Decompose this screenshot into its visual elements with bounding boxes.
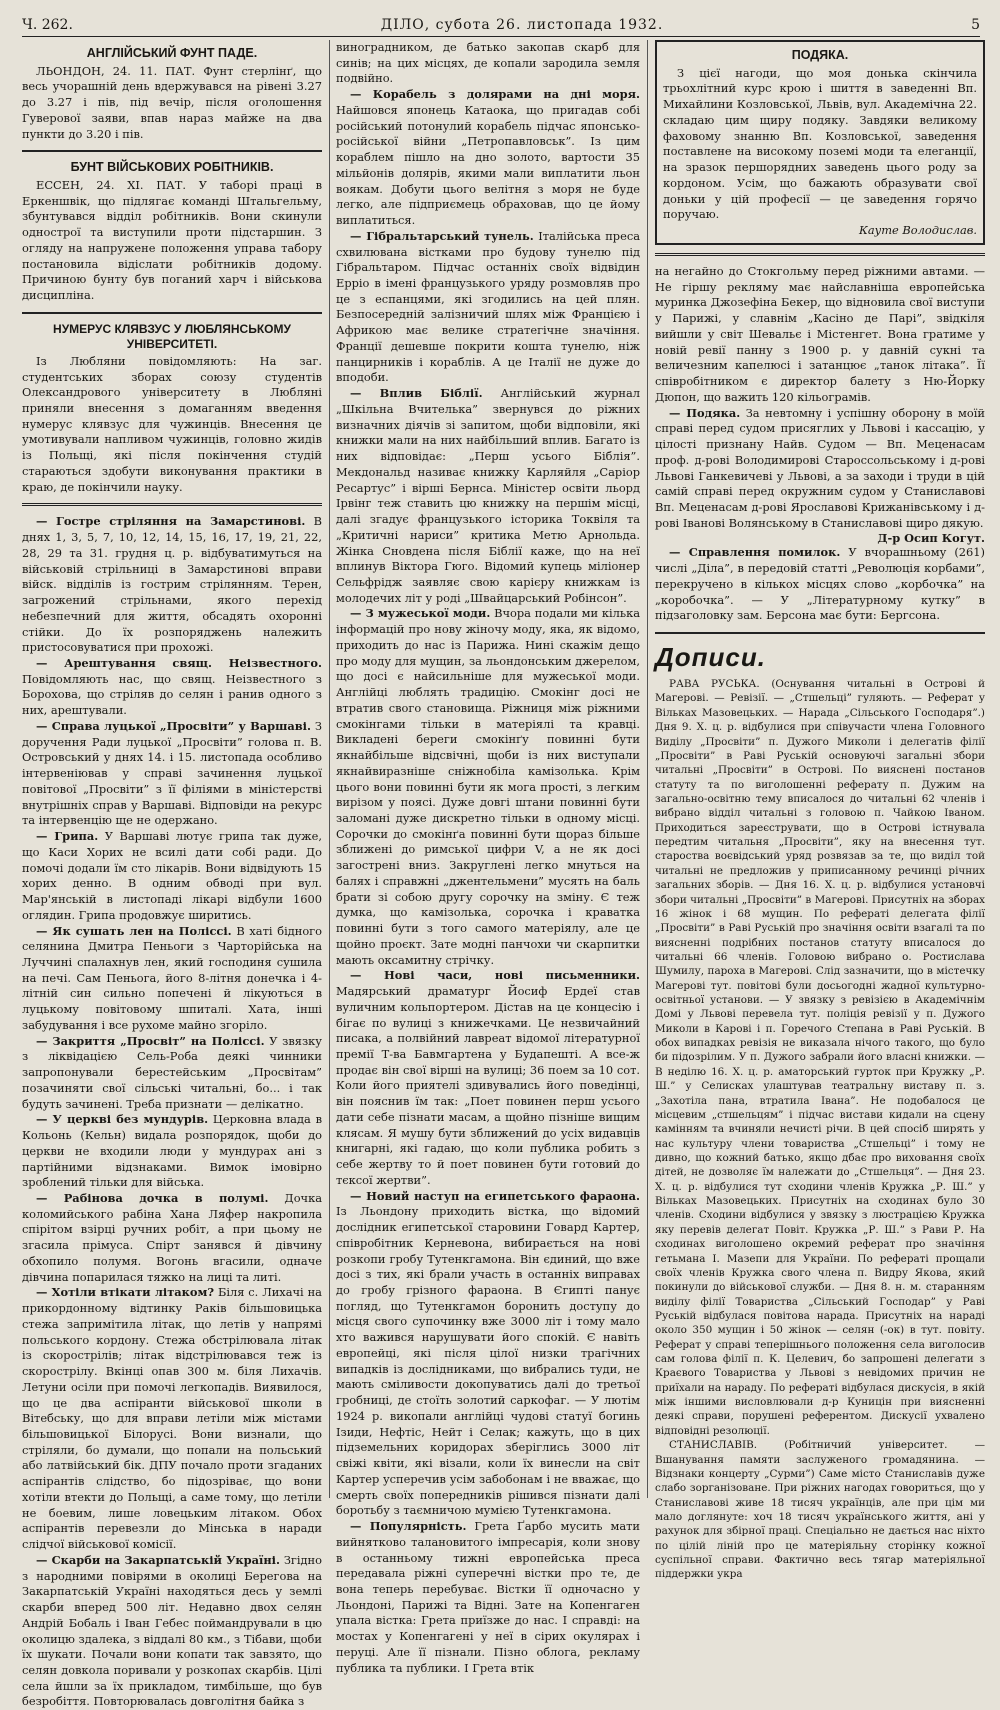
continued-text: виноградником, де батько закопав скарб для синів; на цих місцях, де копали зародила земля подвійно. — [336, 40, 640, 86]
masthead — [22, 14, 980, 37]
article-numerus: Із Любляни повідомляють: На заг. студентських зборах союзу студентів Олександрового університету в Любляні приняли внесення з домаганням введення нумерус клявзус для чужинців. Внесення це умотивували напливом чужинців, головно жидів із Польщі, які після покінчення студій стараються здобути виконування практики в краю, де покінчили науку. — [22, 353, 322, 494]
continued-text: на негайно до Стокгольму перед ріжними автами. — Не гіршу рекляму має найславніша европейська муринка Джозефіна Бекер, що відновила свої виступи у Парижі, у славнім „Касіно де Парі”, звідкіля вийшли у світ Шевальє і Містенгет. Вона гратиме у новій ревії панну з 1900 р. у давній сукні та величезним капелюсі і затанцює „танок літака”. Її співробітником є директор балету з Ню-Йорку Дюпон, що важить 120 кільограмів. — [655, 263, 985, 404]
thanks-box — [655, 40, 985, 245]
section-title: Дописи. — [655, 642, 766, 673]
separator — [655, 632, 985, 634]
separator — [655, 253, 985, 256]
column-2 — [336, 40, 641, 1675]
news-item: — Новий наступ на египетського фараона. Із Льондону приходить вістка, що відомий дослідник египетської старовини Говард Картер, співробітник Керневона, вибирається на нові розкопи гробу Тутенкгамона. Він єдиний, що вже досі з тих, які брали участь в останніх виправах до гробу грізного фараона. В Єгипті панує погляд, що Тутенкгамон боронить доступу до місця свого супочинку вже 3000 літ і тому мало хто важився нарушувати його спокій. Є навіть европейці, які після цілої низки трагічних випадків із дослідниками, що вибрались туди, не мають сміливости докопуватись далі до третьої гробниці, де стоїть золотий саркофаг. — У лютім 1924 р. викопали англійці чудові статуї богинь Ізиди, Нефтіс, Нейт і Селак; кажуть, що в цих підземельних коридорах зберіглись 3000 літ свіжі квіти, які візали, коли їх винесли на світ Картер усперечив усім забобонам і не вважає, що смерть своїх попередників рішився пізнати далі боротьбу з таємничою мумією Тутенкгамона. — [336, 1188, 640, 1518]
headline-revolt: БУНТ ВІЙСЬКОВИХ РОБІТНИКІВ. — [70, 160, 274, 175]
news-item: — Скарби на Закарпатській Україні. Згідно з народними повірями в околиці Берегова на Закарпатській Україні находяться десь у землі скарби вперед 500 літ. Недавно двох селян Андрій Бобаль і Іван Гебес поймандрували в цю околицю здалека, з віддалі 80 км., з Тібави, щоби їх шукати. Почали вони копати так завзято, що селян довкола поривали у розкопах скарбів. Цілі села йшли за їх прикладом, тимбільше, що був безробіття. Повторювалась довголітня байка з — [22, 1552, 322, 1709]
news-item: — Закриття „Просвіт” на Поліссі. У звязку з ліквідацією Сель-Роба деякі чинники запропонували берестейським „Просвітам” позачиняти свої сільські читальні, бо... і так будуть зачинені. Треба признати — делікатно. — [22, 1033, 322, 1111]
news-item: — Грипа. У Варшаві лютує грипа так дуже, що Каси Хорих не всилі дати собі ради. До помочі додали їм сто лікарів. Вони відвідують 15 хорих денно. В одним обводі при вул. Мар'янській в листопаді лікарі відбули 1600 оглядин. Грипа продовжує ширитись. — [22, 829, 322, 922]
news-item: — У церкві без мундурів. Церковна влада в Кольонь (Кельн) видала розпорядок, щоби до церкви не входили люди у мундурах ані з партійними відзнаками. Вимок імовірно зроблений тільки для війська. — [22, 1112, 322, 1190]
article-pound: ЛЬОНДОН, 24. 11. ПАТ. Фунт стерлінґ, що весь учорашній день вдержувався на рівені 3.27 до 3.27 і пів, під вечір, після оголошення Гуверової заяви, впав нараз майже на два пункти до 3.20 і пів. — [22, 63, 322, 141]
signer: Д-р Осип Когут. — [877, 531, 985, 546]
issue-number: Ч. 262. — [22, 17, 73, 33]
column-rule — [329, 40, 330, 1498]
separator — [22, 312, 322, 314]
news-item: — Хотіли втікати літаком? Біля с. Лихачі на прикордонному відтинку Раків більшовицька стежа запримітила літак, що летів у напрямі польського кордону. Стежа обстрілювала літак із скорострілів; літак відстрілювався теж із скорострілу. Вкінці опав 300 м. біля Лихачів. Летуни осіли при помочі легкопадів. Виявилося, що це два аспіранти військової школи в Вітебську, що для вправи летіли між містами більшовицької Білорусі. Вони визнали, що стріляли, бо думали, що попали на польський або латвійський бік. ДПУ почало проти згаданих аспірантів слідство, бо підозріває, що вони хотіли втекти до Польщі, а саме тому, що летіли не боевим, лише ловецьким літаком. Обох аспірантів перевезли до Мінська в наради слідчої військової комісії. — [22, 1285, 322, 1552]
news-item: — Справа луцької „Просвіти” у Варшаві. З доручення Ради луцької „Просвіти” голова п. В. Островський у днях 14. і 15. листопада особливо інтервеніював у справі зачинення луцької повітової „Просвіти” з її філіями в міністерстві внутрішніх справ у Варшаві. Відповіди на рекурс та інтервенцію ще не одержано. — [22, 718, 322, 828]
headline-pound: АНГЛІЙСЬКИЙ ФУНТ ПАДЕ. — [86, 46, 258, 60]
dispatch-rava: РАВА РУСЬКА. (Оснування читальні в Острові й Магерові. — Ревізії. — „Стшельці” гуляють. — Реферат у Вільках Мазовецьких. — Нарада „Сільського Господаря”.) Дня 9. Х. ц. р. відбулися при співучасти члена Головного Виділу „Просвіти” п. Дужого Миколи і делегатів філії „Просвіти” в Раві Руській основуючі загальні збори читальні „Просвіти” в Острові. По вияснені постанов статуту та по виголошенні реферату п. Дужим на загально-освітню тему вписалося до читальні 62 членів і вибрано відділ читальні з головою п. Чайкою Іваном. Приходиться зареєструвати, що в Острові істнувала передтим читальня „Просвіти”, яку на внесення тут. староства воєвідський уряд розвязав за те, що виділ той читальні не предложив у приписанному речинці річних загальних зборів. — Дня 16. Х. ц. р. відбулися установчі збори читальні „Просвіти” в Магерові. Присутніх на зборах 16 жінок і 68 мущин. По рефераті делегата філії „Просвіти” в Раві Руській про значіння освіти взагалі та по виясненні подрібних постанов статуту вписалося до читальні 66 членів. Головою вибрано о. Ростислава Шумилу, пароха в Магерові. Слід зазначити, що в містечку Магерові тут. повітові були досьогодні жадної культурно-освітньої установи. — У звязку з ревізією в Академічнім Домі у Львові перевела тут. поліція ревізії у п. Дужого Миколи в Карові і п. Горечого Степана в Раві Руській. В обох випадках ревізія не виказала нічого такого, що було би підозрілим. У п. Дужого забрали його власні книжки. — В неділю 16. Х. ц. р. аматорський гурток при Кружку „Р. Ш.” у Селисках улаштував театральну виставу п. з. „Захотіла пана, втратила Івана”. Не подобалося це місцевим „стшельцям” і підчас вистави кидали на сцену камінням та вчиняли нечисті річи. В цей спосіб ширять у нас культуру члени товариства „Стшельці” і тому не дивно, що кожний батько, якщо дбає про виховання своїх дітей, не дозволяє їм належати до „Стшельця”. — Дня 23. Х. ц. р. відбулися тут сходини членів Кружка „Р. Ш.” у Вільках Мазовецьких. Присутніх на сходинах було 30 членів. Сходини відбулися у звязку з люстрацією Кружка яку перевів делегат Повіт. Кружка „Р. Ш.” з Рави Р. На сходинах виголошено окремий реферат про значіння гетьмана І. Мазепи для України. По рефераті прощали своїх членів Кружка свого члена п. Видру Якова, який покинули до військової служби. — Дня 8. н. м. старанням виділу філії Товариства „Сільський Господар” у Раві Руській відбулася повітова нарада. Присутніх на нараді около 350 мущин і 50 жінок — селян (-ок) в тут. повіту. Реферат у справі теперішнього положення села виголосив сам голова філії п. К. Целевич, бо запрошені делегати з Краєвого Товариства у Львові з невідомих причин не приїхали на нараду. По рефераті відбулася дискусія, в якій між іншими висловлювали д-р Куницін при виясненні деякі справи, порушені референтом. Дискусії ухвалено відповідні резолюції. — [655, 678, 985, 1437]
thanks-title: ПОДЯКА. — [791, 48, 849, 62]
news-item: — Арештування свящ. Неізвестного. Повідомляють нас, що свящ. Неізвестного з Борохова, що стріляв до селян і ранив одного з них, арештували. — [22, 656, 322, 718]
headline-numerus: НУМЕРУС КЛЯВЗУС У ЛЮБЛЯНСЬКОМУ УНІВЕРСИТЕТІ. — [53, 321, 291, 351]
column-1 — [22, 40, 322, 1709]
separator — [22, 503, 322, 506]
paper-dateline: ДІЛО, субота 26. листопада 1932. — [380, 17, 664, 33]
news-item: — Популярність. Грета Ґарбо мусить мати вийнятково талановитого імпресарія, коли знову в останньому тижні европейська преса передавала ріжні суперечні вістки про те, де вона теперь перебуває. Вістки її одночасно у Льондоні, Парижі та Відні. Зате на Копенгаген упала вістка: Грета приїзже до нас. І справді: на мостах у Копенгагені у неї в сірих окулярах і перуці. Але її пізнали. Пізно облога, рекламу публика та публики. І Грета втік — [336, 1519, 640, 1675]
news-item: — Подяка. За невтомну і успішну оборону в моїй справі перед судом присяглих у Львові і кассацію, у цілості признану Найв. Судом — Вп. Меценасам проф. д-рові Володимирові Староссольському і д-рові Львові Ганкевичеві у Львові, а за заходи і труди в цій самій справі перед окружним судом у Станиславові Вп. Меценасам д-рові Ярославові Крижанівському і д-рові Іванові Волянському в Станиславові щиро дякую. — [655, 405, 985, 530]
dispatch-stanyslaviv: СТАНИСЛАВІВ. (Робітничий університет. — Вшанування памяти заслуженого громадянина. — Відзнаки концерту „Сурми”) Саме місто Станиславів дуже слабо зорганізоване. При ріжних нагодах говориться, що у Станиславові живе 18 тисяч українців, але при цім ми мало доглянуте: хоч 18 тисяч українського життя, ані у рахунок для збірної праці. Спеціально не дається нас ніхто по цілій ліній про це матеріяльну сторінку кожної суспільної справи. Фактично весь тягар матеріяльної піддержки укра — [655, 1439, 985, 1581]
news-item: — Гібральтарський тунель. Італійська преса схвилювана вістками про будову тунелю під Гібральтаром. Підчас останніх своїх відвідин Ерріо в імені французького уряду розмовляв про це з еспанцями, які згодились на цей плян. Безпосередній залізничий шлях між Францією і Африкою має велике стратегічне значіння. Франції дешевше покрити кошта тунелю, ніж панцирників і кораблів. А це Італії не дуже до вподоби. — [336, 228, 641, 385]
page-number: 5 — [971, 17, 980, 33]
news-item: — Рабінова дочка в полумі. Дочка коломийського рабіна Хана Ляфер накропила спірітом взірці ручних робіт, а при цьому не згасила прімуса. Спірт занявся й дівчину обхопило полумя. Вогонь вгасили, одначе дівчина попарилася тяжко на лиці та литі. — [22, 1190, 322, 1284]
dispatches — [655, 677, 985, 1582]
news-item: — Як сушать лен на Поліссі. В хаті бідного селянина Дмитра Пеньоги з Чарторійська на Луччині спалахнув лен, який господиня сушила на печі. Сам Пеньога, його 8-літня донечка і 4-літній син сильно попечені й лікуються в луцькому повітовому шпиталі. Хата, інші забудування і все рухоме майно згоріло. — [22, 923, 322, 1032]
news-item: — Справлення помилок. У вчорашньому (261) числі „Діла”, в передовій статті „Революція корбами”, перекручено в кількох місцях слово „корбочка” на „коробочка”. — У „Літературному кутку” в підзаголовку зам. Берсона має бути: Бергсона. — [655, 545, 985, 623]
news-item: — З мужеської моди. Вчора подали ми кілька інформацій про нову жіночу моду, яка, як відомо, приходить до нас із Парижа. Нині скажім дещо про моду для мущин, за льондонським джерелом, що досі є найсильніше для мужеської моди. Англійці люблять традицію. Смокінг досі не втратив свого становища. Ріжниця між ріжними смокінгами тільки в матеріялі та кравці. Викладені береги смокінґу повинні бути якнайбільше відсвічні, щоби із них виступали якнайвиразніше сніжнобіла камізолька. Крім цього вони повинні бути як мога прості, з легким вирізом у поясі. Дуже довгі штани повинні бути заломані дуже дискретно тільки в одному місці. Сорочки до смокінґа повинні бути щораз більше зближені до римської цифри V, а не як досі загострені вниз. Закруглені легко мнуться на балях і справжні „джентельмени” мусять на баль брати зі собою другу сорочку на зміну. Є теж думка, що камізолька, сорочка і краватка повинні бути з того самого матеріялу, але це щойно проєкт. Зате модні панчохи чи скарпитки мають оксамитну стрічку. — [336, 606, 640, 967]
column-rule — [647, 40, 648, 1498]
column-3 — [655, 40, 985, 1581]
news-item: — Корабель з долярами на дні моря. Найшовся японець Катаока, що пригадав собі російський потонулий корабель підчас японсько-російської війни „Петропавловськ”. Із цим кораблем пішло на дно золото, вартости 35 мільйонів долярів, якими мали виплатити льон воякам. Добути цього велітня з моря не буде легко, але підприємець обраховав, що це йому виплатиться. — [336, 87, 640, 228]
news-item: — Гостре стріляння на Замарстинові. В днях 1, 3, 5, 7, 10, 12, 14, 15, 16, 17, 19, 21, 22, 28, 29 та 31. грудня ц. р. відбуватимуться на військовій стрільниці в Замарстинові вправи війск. відділів із гострим стрілянням. Терен, загрожений стрільнами, якого перехід небезпечний для життя, обсадять охоронні стійки. До їх розпоряджень належить пристосовуватися при прохожі. — [22, 514, 322, 655]
news-item: — Вплив Біблії. Англійський журнал „Шкільна Вчителька” звернувся до ріжних визначних діячів зі запитом, щоби відповіли, які книжки мали на них найбільший вплив. Багато із них відповідає: „Перш усього Біблія”. Мекдональд називає книжку Карляйля „Саріор Ресартус” і вірші Бернса. Міністер освіти льорд Ірвінг теж ставить цю книжку на першім місці, далі згадує французького історика Токвіля та „Критичні нариси” критика Метю Арнольда. Жінка Сновдена після Біблії каже, що на неї вплинув Віктора Гюго. Відомий купець міліонер Сельфрідж заявляє свою карієру книжкам із молодечих літ у роді „Швайцарський Робінсон”. — [336, 386, 640, 605]
thanks-signature: Кауте Володислав. — [859, 222, 977, 237]
article-revolt: ЕССЕН, 24. XI. ПАТ. У таборі праці в Еркеншвік, що підлягає команді Штальгельму, збунтувався відділ робітників. Вони скинули однострої та виступили проти підстаршин. З огляду на напружене положення управа табору постановила відіслати робітників додому. Причиною бунту був поганий харч і військова дисципліна. — [22, 177, 322, 303]
separator — [22, 150, 322, 152]
news-item: — Нові часи, нові письменники. Мадярський драматург Йосиф Ердеї став вуличним кольпортером. Дістав на це концесію і бігає по вулиці з книжечками. Це незвичайний писака, а полвійний лавреат відомої літературної премії Т-ва Бавмгартена у Будапешті. А все-ж продає він свої вірші на вулиці; 36 поем за 10 сот. Коли його приятелі здивувались його поведінці, він пояснив їм так: „Поет повинен перш усього дати себе пізнати масам, а щойно пізніше вищим клясам. Я мушу бути зближений до усіх видавців книгарні, які гадаю, що коли публика робить з себе жертву то й поет повинен бути готовий до тєксої жертви”. — [336, 968, 640, 1187]
thanks-body: З цієї нагоди, що моя донька скінчила трьохлітний курс крою і шиття в заведенні Вп. Михайлини Козловської, Львів, вул. Академічна 22. складаю цим щиру подяку. Завдяки великому фаховому знанню Вп. Козловської, заведення поставлене на високому поземі моди та елеганції, на зразок першорядних заведень цього роду за кордоном. Усім, що бажають образувати свої доньки у цій професії — це заведення горячо поручаю. — [663, 65, 977, 222]
